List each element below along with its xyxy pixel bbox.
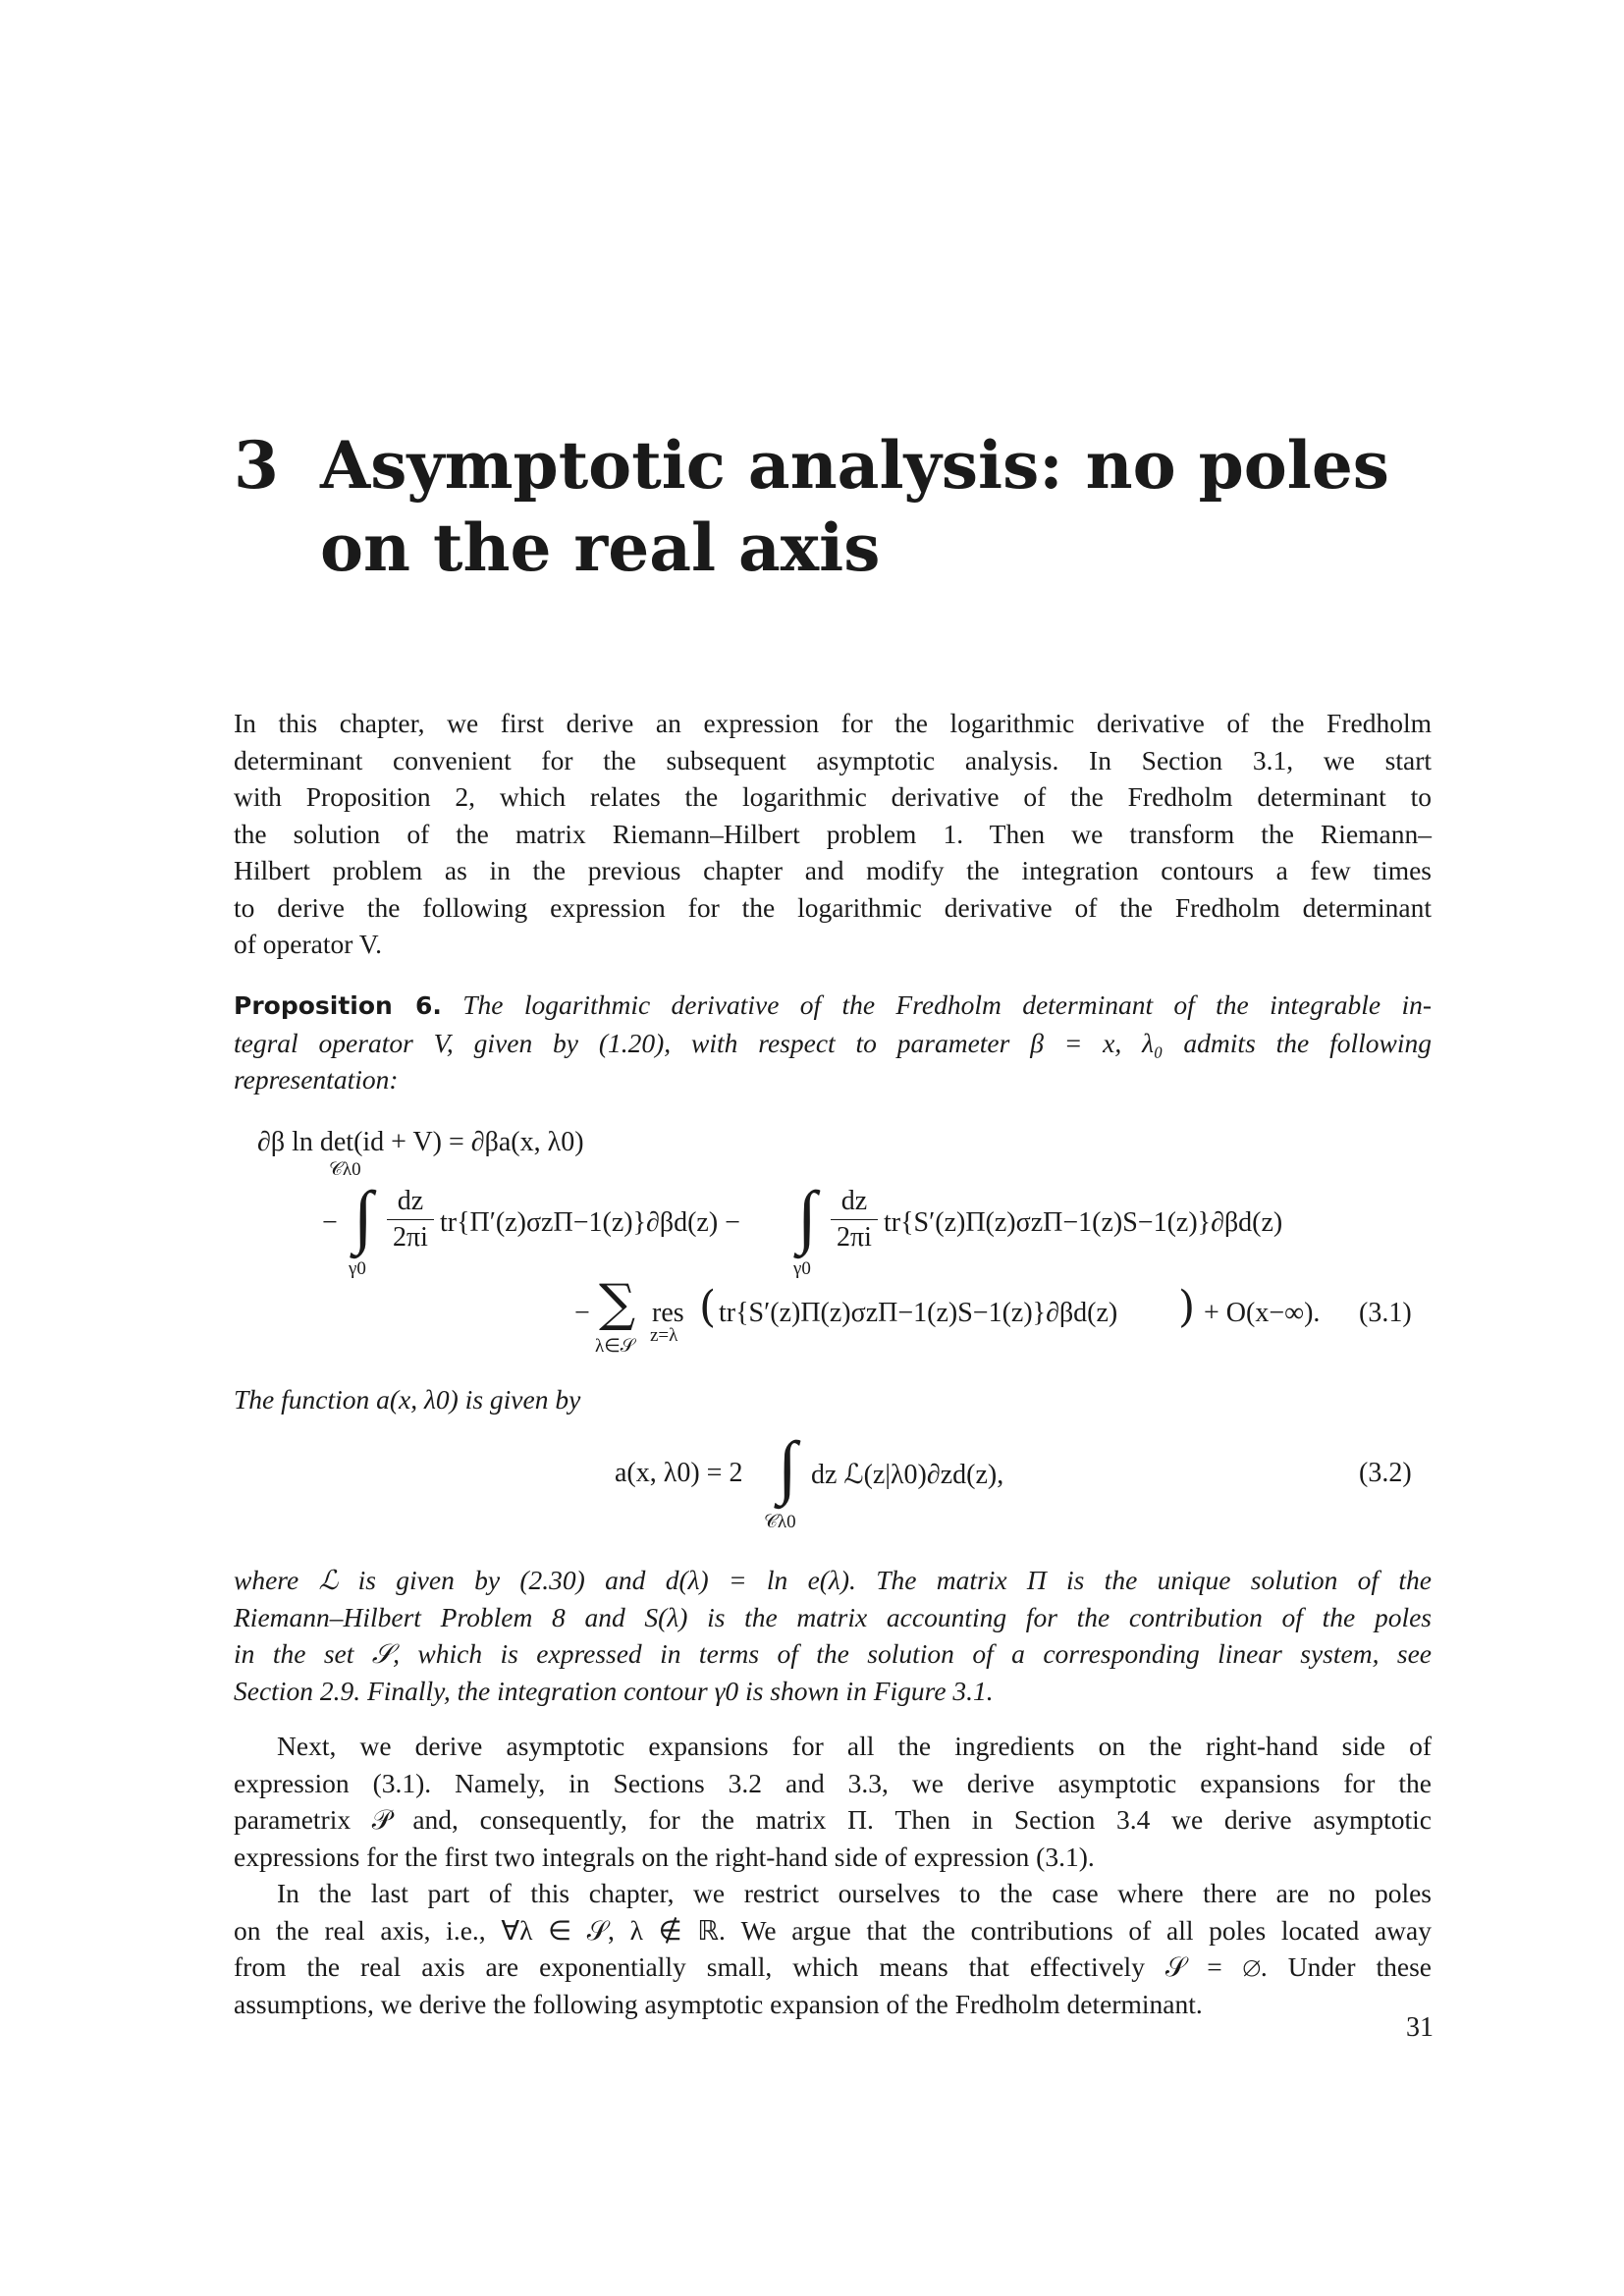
eq31-integrand-1: tr{Π′(z)σzΠ−1(z)}∂βd(z) −	[440, 1207, 740, 1238]
page-number: 31	[1406, 2012, 1434, 2043]
integral-sign: ∫	[778, 1427, 797, 1506]
text-line: expressions for the first two integrals on the right-hand side of expression (3.1).	[234, 1841, 1095, 1872]
function-intro	[234, 1381, 1432, 1418]
intro-line: the solution of the matrix Riemann–Hilbert problem 1. Then we transform the Riemann–	[234, 818, 1432, 849]
intro-line: Hilbert problem as in the previous chapter and modify the integration contours a few times	[234, 855, 1432, 885]
eq32-contour: 𝒞λ0	[764, 1512, 796, 1532]
equation-number: (3.2)	[1359, 1458, 1412, 1488]
eq31-integrand-2: tr{S′(z)Π(z)σzΠ−1(z)S−1(z)}∂βd(z)	[884, 1207, 1283, 1238]
proposition	[234, 987, 1432, 1098]
function-intro-line: The function a(x, λ0) is given by	[234, 1384, 581, 1415]
text-line: In the last part of this chapter, we restrict ourselves to the case where there are no poles	[277, 1878, 1432, 1908]
eq32-lhs: a(x, λ0) = 2	[615, 1458, 743, 1488]
text-line: expression (3.1). Namely, in Sections 3.2 and 3.3, we derive asymptotic expansions for the	[234, 1767, 1432, 1798]
proposition-line: representation:	[234, 1064, 399, 1095]
fraction-bar	[387, 1219, 434, 1220]
eq31-lhs: ∂β ln det(id + V) = ∂βa(x, λ0)	[257, 1127, 584, 1157]
eq31-lhs-subscript: 𝒞λ0	[329, 1159, 361, 1180]
intro-paragraph	[234, 705, 1432, 963]
minus-sign: −	[574, 1298, 590, 1328]
proposition-text: The logarithmic derivative of the Fredholm determinant of the integrable in-	[462, 989, 1433, 1020]
proposition-line	[234, 987, 1432, 1025]
fraction-denominator: 2πi	[393, 1222, 428, 1253]
right-paren: )	[1178, 1282, 1196, 1332]
intro-line: determinant convenient for the subsequent asymptotic analysis. In Section 3.1, we start	[234, 744, 1432, 775]
proposition-label: Proposition 6.	[234, 991, 442, 1020]
intro-line: to derive the following expression for the logarithmic derivative of the Fredholm determinant	[234, 891, 1432, 923]
chapter-number: 3	[234, 427, 279, 504]
eq31-fraction-1	[387, 1186, 434, 1254]
intro-line: of operator V.	[234, 929, 382, 959]
eq31-fraction-2	[831, 1186, 878, 1254]
sum-symbol: ∑	[599, 1274, 636, 1333]
eq31-tail: + O(x−∞).	[1204, 1298, 1321, 1328]
minus-sign: −	[322, 1207, 338, 1238]
text-line: Next, we derive asymptotic expansions for all the ingredients on the right-hand side of	[277, 1731, 1432, 1761]
fraction-numerator: dz	[397, 1186, 424, 1216]
equation-number: (3.1)	[1359, 1298, 1412, 1328]
intro-line: with Proposition 2, which relates the logarithmic derivative of the Fredholm determinant to	[234, 781, 1432, 812]
res-subscript: z=λ	[650, 1325, 678, 1346]
text-line: in the set 𝒮, which is expressed in terms of the solution of a corresponding linear system, see	[234, 1638, 1432, 1669]
text-line: Section 2.9. Finally, the integration contour γ0 is shown in Figure 3.1.	[234, 1675, 994, 1706]
eq31-res-body: tr{S′(z)Π(z)σzΠ−1(z)S−1(z)}∂βd(z)	[719, 1298, 1118, 1328]
chapter-title-line-2: on the real axis	[320, 509, 881, 586]
integral-sign: ∫	[353, 1177, 373, 1255]
text-line: where ℒ is given by (2.30) and d(λ) = ln e(λ). The matrix Π is the unique solution of the	[234, 1565, 1432, 1595]
text-line: on the real axis, i.e., ∀λ ∈ 𝒮, λ ∉ ℝ. We argue that the contributions of all poles located away	[234, 1914, 1432, 1946]
sum-subscript: λ∈𝒮	[595, 1336, 635, 1357]
integral-sign: ∫	[797, 1177, 817, 1255]
chapter-title-text	[320, 424, 1400, 589]
left-paren: (	[699, 1282, 717, 1332]
proposition-continuation	[234, 1562, 1432, 1709]
eq31-contour-2: γ0	[793, 1258, 811, 1279]
eq32-integrand: dz ℒ(z|λ0)∂zd(z),	[811, 1460, 1004, 1490]
text-line: Riemann–Hilbert Problem 8 and S(λ) is the matrix accounting for the contribution of the poles	[234, 1601, 1432, 1632]
text-line: parametrix 𝒫 and, consequently, for the matrix Π. Then in Section 3.4 we derive asymptotic	[234, 1804, 1432, 1835]
text-line: assumptions, we derive the following asymptotic expansion of the Fredholm determinant.	[234, 1988, 1203, 2019]
paragraph-2	[234, 1728, 1432, 1875]
eq31-contour-1: γ0	[349, 1258, 366, 1279]
intro-line: In this chapter, we first derive an expression for the logarithmic derivative of the Fredholm	[234, 708, 1432, 738]
text-line: from the real axis are exponentially small, which means that effectively 𝒮 = ∅. Under these	[234, 1951, 1432, 1982]
proposition-line: tegral operator V, given by (1.20), with respect to parameter β = x, λ₀ admits the following	[234, 1027, 1432, 1058]
fraction-denominator: 2πi	[837, 1222, 872, 1253]
fraction-bar	[831, 1219, 878, 1220]
res-operator: res	[652, 1298, 684, 1328]
paragraph-3	[234, 1875, 1432, 2022]
fraction-numerator: dz	[840, 1186, 868, 1216]
chapter-title-line-1: Asymptotic analysis: no poles	[320, 427, 1389, 504]
